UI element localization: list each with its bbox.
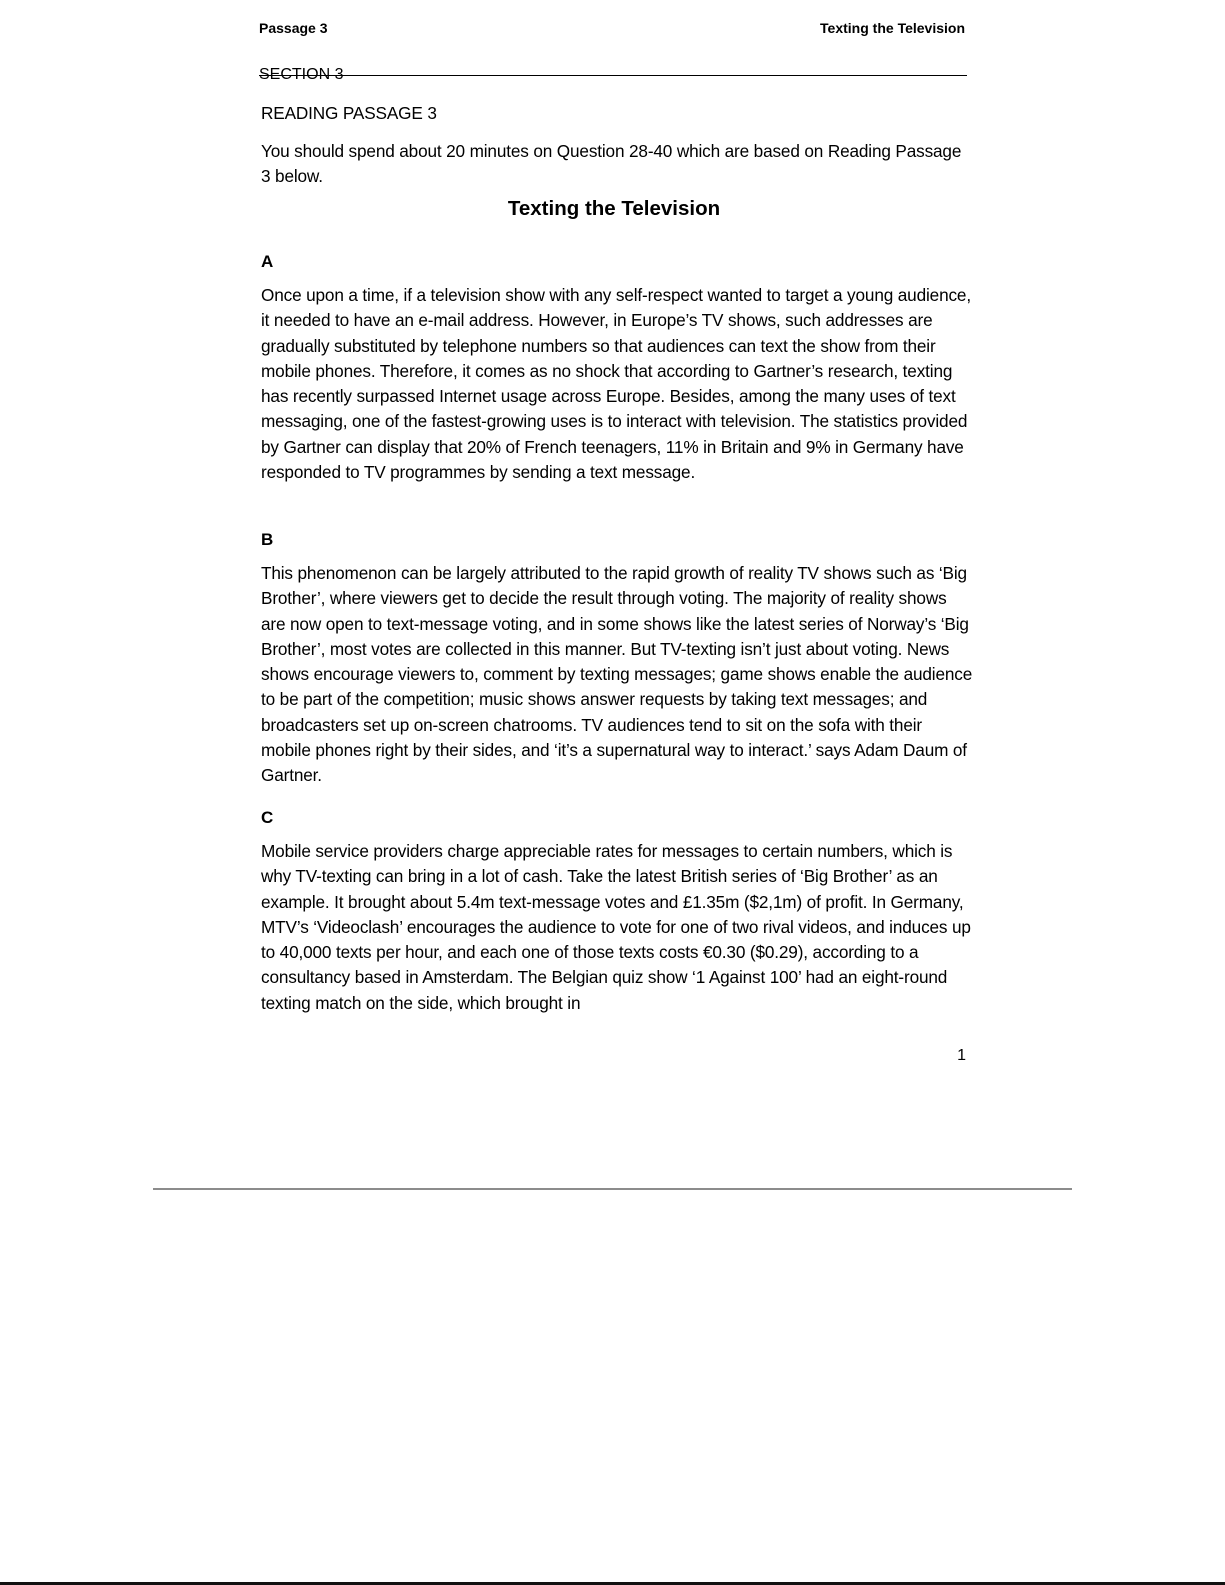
reading-passage-heading: READING PASSAGE 3 (261, 103, 437, 123)
paragraph-letter-c: C (261, 808, 274, 827)
page-separator (153, 1188, 1072, 1190)
section-label: SECTION 3 (259, 66, 344, 83)
paragraph-letter-b: B (261, 530, 274, 549)
paragraph-a: Once upon a time, if a television show with any self-respect wanted to target a young audience, it needed to have an e-mail address. However, in Europe’s TV shows, such addresses are gradually substituted by telephone numbers so that audiences can text the show from their mobile phones. Therefore, it comes as no shock that according to Gartner’s research, texting has recently surpassed Internet usage across Europe. Besides, among the many uses of text messaging, one of the fastest-growing uses is to interact with television. The statistics provided by Gartner can display that 20% of French teenagers, 11% in Britain and 9% in Germany have responded to TV programmes by sending a text message. (261, 285, 971, 483)
section-rule (259, 75, 967, 76)
paragraph-c: Mobile service providers charge appreciable rates for messages to certain numbers, which is why TV-texting can bring in a lot of cash. Take the latest British series of ‘Big Brother’ as an example. It brought about 5.4m text-message votes and £1.35m ($2,1m) of profit. In Germany, MTV’s ‘Videoclash’ encourages the audience to vote for one of two rival videos, and induces up to 40,000 texts per hour, and each one of those texts costs €0.30 ($0.29), according to a consultancy based in Amsterdam. The Belgian quiz show ‘1 Against 100’ had an eight-round texting match on the side, which brought in (261, 841, 971, 1013)
section-heading (259, 66, 967, 86)
paragraph-b: This phenomenon can be largely attributed to the rapid growth of reality TV shows such as ‘Big Brother’, where viewers get to decide the result through voting. The majority of reality shows are now open to text-message voting, and in some shows like the latest series of Norway’s ‘Big Brother’, most votes are collected in this manner. But TV-texting isn’t just about voting. News shows encourage viewers to, comment by texting messages; game shows enable the audience to be part of the competition; music shows answer requests by taking text messages; and broadcasters set up on-screen chatrooms. TV audiences tend to sit on the sofa with their mobile phones right by their sides, and ‘it’s a supernatural way to interact.’ says Adam Daum of Gartner. (261, 563, 973, 786)
page-number: 1 (957, 1047, 966, 1064)
running-header (259, 20, 965, 40)
header-passage-label: Passage 3 (259, 20, 328, 36)
header-passage-title: Texting the Television (820, 20, 965, 36)
passage-title: Texting the Television (507, 197, 721, 220)
paragraph-letter-a: A (261, 252, 274, 271)
instruction-text: You should spend about 20 minutes on Question 28-40 which are based on Reading Passage 3 below. (261, 141, 962, 187)
